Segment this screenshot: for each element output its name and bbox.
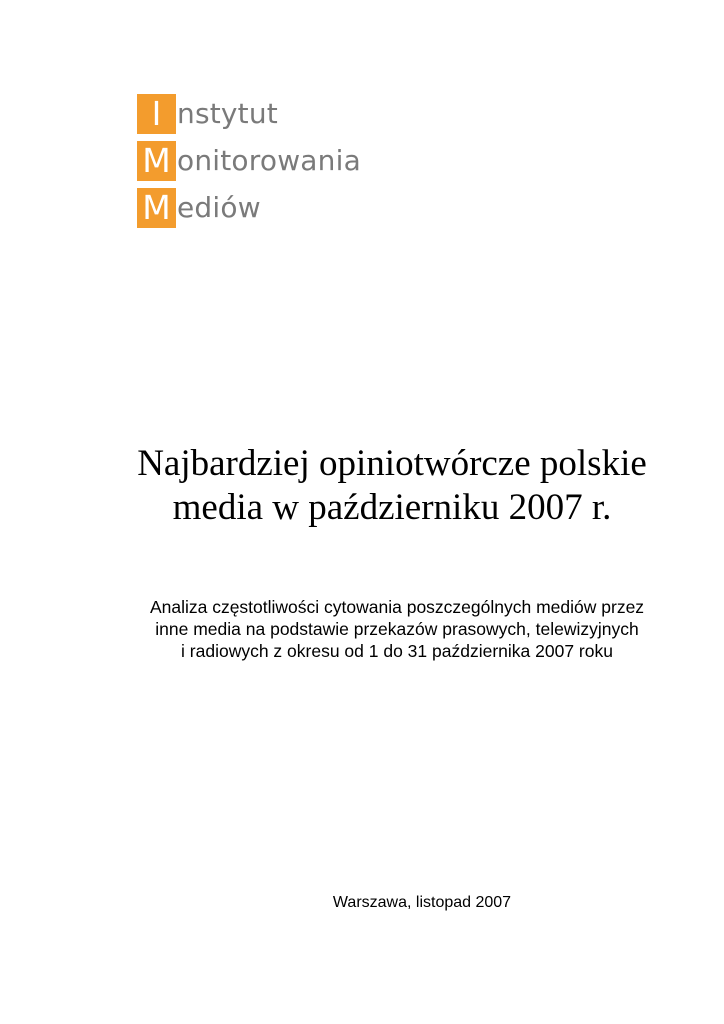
logo-word-rest: nstytut [177, 97, 278, 130]
logo-letter-box: I [137, 94, 176, 134]
imm-logo [137, 93, 397, 229]
logo-row-monitorowania [137, 140, 361, 182]
logo-row-mediow [137, 187, 261, 229]
logo-row-instytut [137, 93, 278, 135]
place-and-date: Warszawa, listopad 2007 [332, 894, 512, 911]
subtitle-line: inne media na podstawie przekazów prasowych, telewizyjnych [155, 619, 639, 639]
subtitle-line: i radiowych z okresu od 1 do 31 października 2007 roku [181, 641, 613, 661]
title-line: Najbardziej opiniotwórcze polskie [137, 443, 647, 484]
document-title [60, 442, 724, 530]
title-line: media w październiku 2007 r. [172, 487, 612, 528]
subtitle-line: Analiza częstotliwości cytowania poszczególnych mediów przez [149, 597, 645, 617]
logo-word-rest: onitorowania [177, 144, 361, 177]
logo-letter-box: M [137, 188, 176, 228]
document-subtitle [70, 596, 724, 662]
logo-word-rest: ediów [177, 191, 261, 224]
logo-letter-box: M [137, 141, 176, 181]
